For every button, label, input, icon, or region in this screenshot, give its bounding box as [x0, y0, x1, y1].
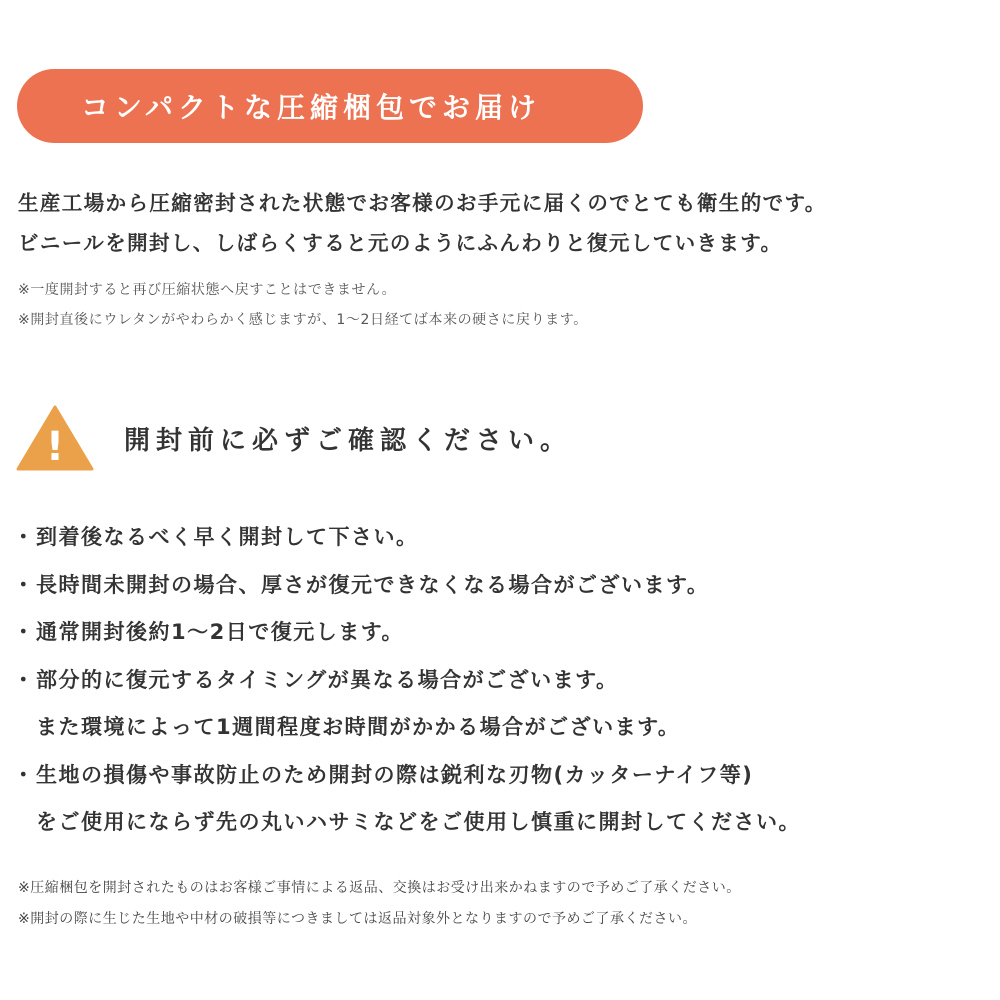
intro-note: ※一度開封すると再び圧縮状態へ戻すことはできません。 — [18, 282, 397, 298]
list-item-text: 通常開封後約1〜2日で復元します。 — [36, 620, 405, 644]
list-item-text: 到着後なるべく早く開封して下さい。 — [36, 525, 419, 549]
list-item-text: 長時間未開封の場合、厚さが復元できなくなる場合がございます。 — [36, 572, 710, 597]
footnote: ※圧縮梱包を開封されたものはお客様ご事情による返品、交換はお受け出来かねますので予めご了承ください。 — [18, 880, 741, 896]
intro-note: ※開封直後にウレタンがやわらかく感じますが、1〜2日経てば本来の硬さに戻ります。 — [18, 312, 588, 328]
list-item — [12, 562, 987, 610]
bullet-dot: ・ — [12, 762, 36, 787]
intro-notes — [18, 275, 993, 335]
bullet-dot: ・ — [12, 572, 36, 597]
list-item-text: また環境によって1週間程度お時間がかかる場合がございます。 — [36, 715, 681, 739]
intro-line: 生産工場から圧縮密封された状態でお客様のお手元に届くのでとても衛生的です。 — [18, 191, 827, 215]
bullet-dot: ・ — [12, 525, 36, 549]
list-item-text: 部分的に復元するタイミングが異なる場合がございます。 — [36, 667, 619, 692]
list-item — [12, 609, 987, 657]
list-item-continuation — [12, 799, 987, 847]
list-item-text: をご使用にならず先の丸いハサミなどをご使用し慎重に開封してください。 — [36, 810, 801, 834]
warning-triangle-icon — [16, 405, 94, 471]
list-item — [12, 752, 987, 800]
banner-title: コンパクトな圧縮梱包でお届け — [81, 91, 542, 124]
list-item — [12, 657, 987, 705]
list-item — [12, 514, 987, 562]
list-item-continuation — [12, 704, 987, 752]
intro-line: ビニールを開封し、しばらくすると元のようにふんわりと復元していきます。 — [18, 231, 783, 255]
footnote: ※開封の際に生じた生地や中材の破損等につきましては返品対象外となりますので予めご了承ください。 — [18, 911, 697, 927]
list-item-text: 生地の損傷や事故防止のため開封の際は鋭利な刃物(カッターナイフ等) — [36, 762, 754, 787]
bullet-list — [12, 514, 987, 847]
bullet-dot: ・ — [12, 620, 36, 644]
intro-section — [18, 183, 993, 335]
bullet-dot: ・ — [12, 667, 36, 692]
banner — [17, 69, 643, 143]
warning-title: 開封前に必ずご確認ください。 — [124, 425, 573, 456]
warning-exclamation-mark: ! — [45, 424, 65, 470]
warning-header — [16, 405, 572, 471]
footnotes — [18, 873, 993, 935]
